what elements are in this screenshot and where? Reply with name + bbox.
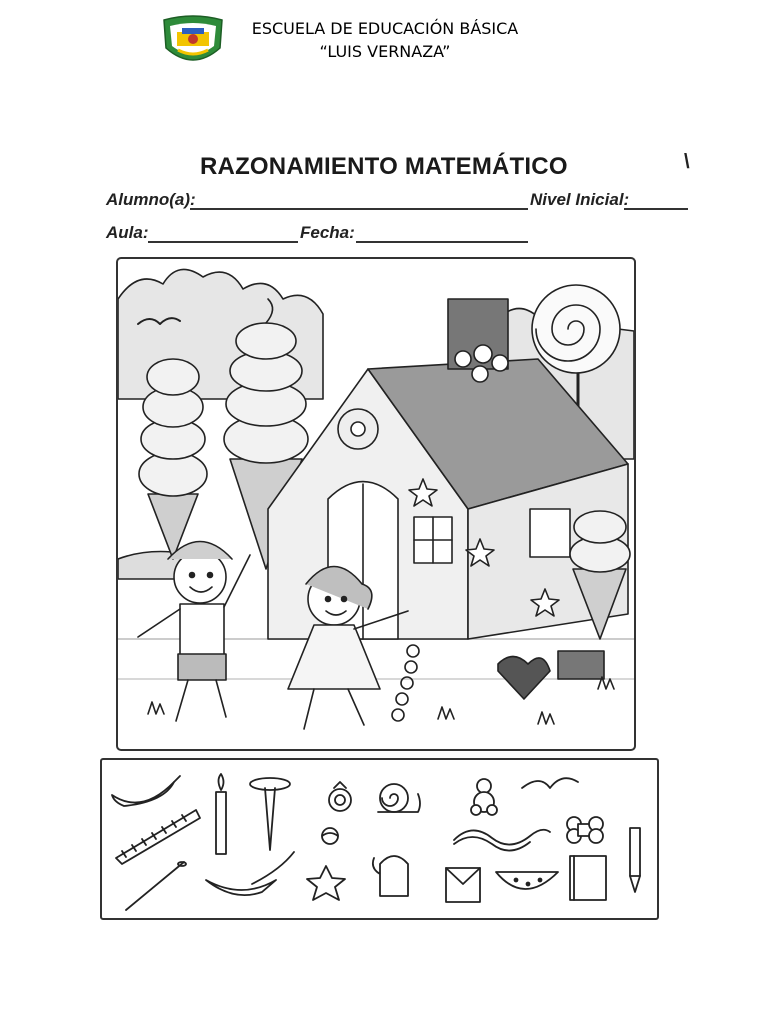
classroom-line[interactable] [148, 225, 298, 243]
student-name-line[interactable] [190, 192, 528, 210]
bird-icon[interactable] [522, 778, 578, 788]
title-corner-mark: \ [684, 151, 690, 173]
needle-icon[interactable] [126, 862, 186, 910]
pencil-icon[interactable] [630, 828, 640, 892]
mitten-icon[interactable] [373, 856, 408, 896]
worksheet-title: RAZONAMIENTO MATEMÁTICO [200, 153, 568, 180]
watermelon-slice-icon[interactable] [496, 872, 558, 889]
envelope-icon[interactable] [446, 868, 480, 902]
school-crest-icon [160, 14, 226, 68]
snail-icon[interactable] [378, 784, 420, 812]
scene-picture [116, 257, 636, 751]
boat-icon[interactable] [206, 852, 294, 895]
date-label: Fecha: [300, 223, 355, 242]
level-label: Nivel Inicial: [530, 190, 630, 209]
school-name: ESCUELA DE EDUCACIÓN BÁSICA [251, 19, 519, 38]
gingerbread-house-scene-icon [118, 259, 634, 749]
bone-icon[interactable] [567, 817, 603, 843]
candle-icon[interactable] [216, 774, 226, 854]
ball-icon[interactable] [322, 828, 338, 844]
level-line[interactable] [624, 192, 688, 210]
ring-icon[interactable] [329, 782, 351, 811]
banana-icon[interactable] [112, 776, 180, 806]
hidden-objects-drawing [102, 760, 657, 918]
classroom-label: Aula: [106, 223, 149, 242]
school-subtitle: “LUIS VERNAZA” [319, 42, 451, 61]
student-label: Alumno(a): [106, 190, 196, 209]
hidden-objects-key [100, 758, 659, 920]
worm-icon[interactable] [454, 830, 550, 851]
date-line[interactable] [356, 225, 528, 243]
comb-icon[interactable] [116, 810, 200, 864]
school-crest [160, 14, 226, 68]
nail-icon[interactable] [250, 778, 290, 850]
star-icon[interactable] [307, 866, 345, 900]
snowman-icon[interactable] [471, 779, 497, 815]
book-icon[interactable] [570, 856, 606, 900]
